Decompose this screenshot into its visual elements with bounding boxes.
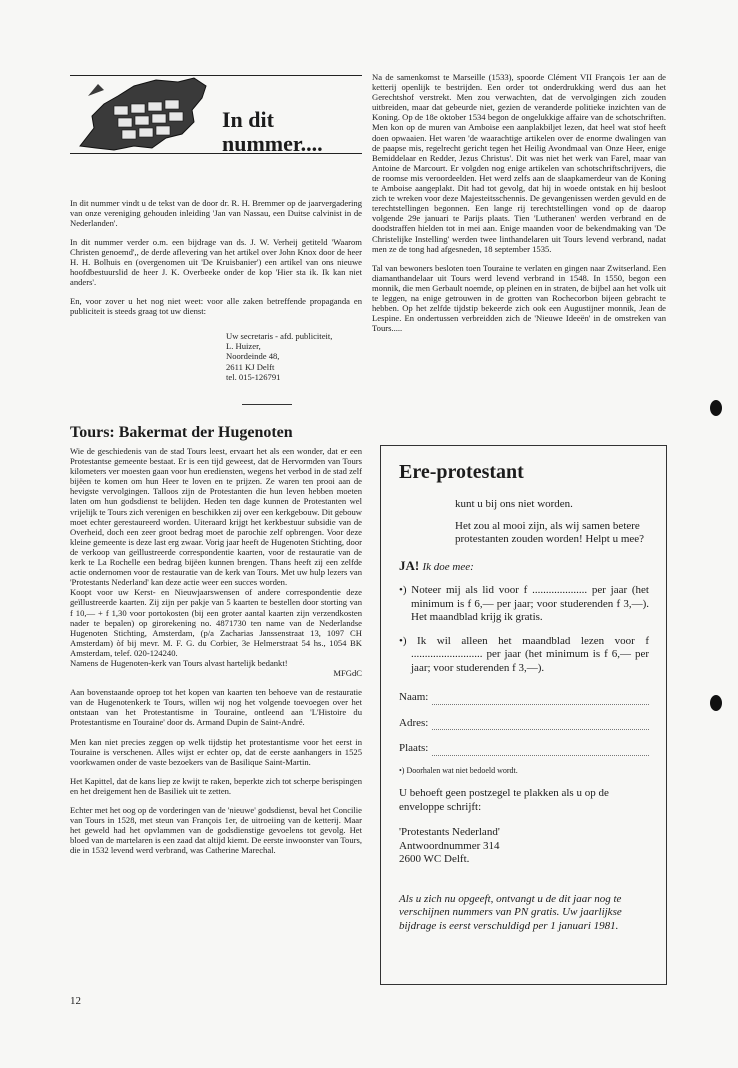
section-title-in-dit-nummer: In dit nummer.... [222,107,323,156]
intro-paragraph: In dit nummer vindt u de tekst van de door dr. R. H. Bremmer op de jaarvergadering van onze vereniging gehouden inleiding 'Jan van Nassau, een Duitse calvinist in de Nederlanden'. [70,198,362,229]
address-line: Noordeinde 48, [226,351,280,362]
intro-paragraph: En, voor zover u het nog niet weet: voor alle zaken betreffende propaganda en publiciteit is steeds graag tot uw dienst: [70,295,362,316]
address-line: L. Huizer, [226,341,261,352]
binder-hole-mark [710,695,722,711]
form-footnote: •) Doorhalen wat niet bedoeld wordt. [399,765,518,775]
article-paragraph: Na de samenkomst te Marseille (1533), spoorde Clément VII François 1er aan de ketterij openlijk te bestrijden. Een order tot onderdrukking werd dus aan het Gerechtshof verstrekt. Men zou verwachten, dat de vervolgingen zich zouden uitbreiden, maar dat gebeurde niet, gezien de veranderde politieke inzichten van de Koning. Op de 18e oktober 1534 begon de ongelukkige affaire van de schotschriften. Men kon op de muren van Amboise een aanplakbiljet lezen, dat heel wat stof heeft doen opwaaien. Het waren 'de waarachtige artikelen over de enorme dwalingen van de paapse mis, regelrecht gericht tegen het Heilig Avondmaal van Onze Heer, enige Bemiddelaar en Redder, Jezus Christus'. Dit was niet het werk van Farel, maar van Antoine de Marcourt. Er volgden nog enige artikelen van schotschriftschrijvers, die de roomse mis veroordeelden. Het werd zelfs aan de slaapkamerdeur van de Koning te Amboise aangeplakt. Dit had tot gevolg, dat hij in woede ontstak en hij besloot zich te wreken voor deze Majesteitsschennis. De gevangenissen werden gevuld en de terechtstellingen begonnen. Een lange rij terechtstellingen vond op de daarop volgende 29e januari te Parijs plaats. Tien 'Lutheranen' werden verbrand en de doodstraffen hielden tot in mei aan. Enige maanden voor de bekendmaking van 'De Christelijke Instelling' werden twee linthandelaren uit Tours levend verbrand, nadat men ze de tong had afgesneden, 18 september 1535. [372,72,666,254]
form-intro-line: kunt u bij ons niet worden. [455,498,573,510]
form-ja-heading [399,559,649,575]
netherlands-map-illustration [74,76,210,152]
place-field[interactable] [399,742,649,756]
reply-address-line: 'Protestants Nederland' [399,826,500,838]
article-paragraph: Echter met het oog op de vorderingen van de 'nieuwe' godsdienst, beval het Concilie van Tours in 1528, met steun van François 1er, de uitroeiing van de ketterij. Maar het geweld had het opvlammen van de godsdienstige gevoelens tot gevolg. Het bloed van de martelaren is een zaad dat altijd kiemt. De eerste inwoonster van Tours, die in 1532 levend werd verbrand, was Catherine Marechal. [70,805,362,856]
article-paragraph: Wie de geschiedenis van de stad Tours leest, ervaart het als een wonder, dat er een Protestantse gemeente bestaat. Er is een tijd geweest, dat de Hervormden van Tours kilometers ver moesten gaan voor hun erediensten, wegens het verbod in de stad zelf bijëen te komen om hun Heer te loven en te prijzen. Ze waren ten prooi aan de hevigste vervolgingen. Talloos zijn de Protestanten die hun leven hebben moeten laten om hun godsdienst te belijden. Heden ten dage kunnen de Protestanten wel vrijelijk te Tours zich verenigen en beschikken zij over een kerkgebouw. Dit gebouw moet echter gerestaureerd worden. Uiteraard krijgt het kerkbestuur subsidie van de Overheid, doch een zeer groot bedrag moet de parochie zelf opbrengen. Voor deze kleine gemeente is deze last erg zwaar. Vorig jaar heeft de Hugenoten Stichting, door de verkoop van geïllustreerde correspondentie kaarten, voor de restauratie van de kerk te La Rochelle een bedrag bijëen kunnen brengen. Thans heeft zij een zelfde actie ondernomen voor de restauratie van de kerk van Tours. Met uw hulp lezers van 'Protestants Nederland' kan deze actie weer een succes worden. [70,446,362,588]
form-title: Ere-protestant [399,461,524,483]
page-number: 12 [70,995,81,1007]
section-divider [242,404,292,405]
intro-paragraph: In dit nummer verder o.m. een bijdrage van ds. J. W. Verheij getiteld 'Waarom Christen genoemd',, de derde aflevering van het artikel over John Knox door de heer H. H. Bolhuis en (overgenomen uit 'De Kruisbanier') een artikel van ons nieuwe hoofdbestuurslid de heer J. K. Overbeeke onder de kop 'Hier sta ik. Ik kan niet anders'. [70,236,362,288]
article-paragraph: Aan bovenstaande oproep tot het kopen van kaarten ten behoeve van de restauratie van de Hugenotenkerk te Tours, willen wij nog het volgende toevoegen over het ontstaan van het Protestantisme in Touraine, ontleend aan 'L'Histoire du Protestantisme en Touraine' door ds. Armand Dupin de Saint-André. [70,687,362,728]
binder-hole-mark [710,400,722,416]
article-paragraph: Koopt voor uw Kerst- en Nieuwjaarswensen of andere correspondentie deze geïllustreerde kaarten. Zij zijn per pakje van 5 kaarten te bestellen door storting van f 10,— + f 1,30 voor portokosten (bij een groter aantal kaarten zijn verzendkosten nader te bepalen) op girorekening no. 4871730 ten name van de Nederlandse Hugenoten Stichting, Amsterdam, (p/a Zacharias Janssenstraat 13, 1097 CH Amsterdam) òf bij mevr. M. F. G. du Corbier, 3e Helmerstraat 54 hs., 1054 BK Amsterdam, telef. 020-124240. [70,587,362,658]
article-signature: MFGdC [333,668,362,679]
article-tours-body [70,446,362,864]
intro-text [70,198,362,324]
place-label: Plaats: [399,742,429,754]
article-paragraph: Het Kapittel, dat de kans liep ze kwijt te raken, beperkte zich tot scherpe berispingen en het dreigement hen de Basiliek uit te zetten. [70,775,362,796]
address-field[interactable] [399,717,649,731]
form-body [399,498,649,933]
reply-address-line: Antwoordnummer 314 [399,839,500,852]
form-intro-text: Het zou al mooi zijn, als wij samen betere protestanten zouden worden! Helpt u mee? [455,519,645,545]
secretary-address [226,331,332,382]
address-label: Adres: [399,716,429,729]
article-paragraph: Namens de Hugenoten-kerk van Tours alvast hartelijk bedankt! [70,657,288,668]
name-line[interactable] [432,694,649,705]
right-column-text [372,72,666,342]
article-paragraph: Men kan niet precies zeggen op welk tijdstip het protestantisme voor het eerst in Touraine is verschenen. Alles wijst er echter op, dat de eerste aanhangers in 1525 voorkwamen onder de vaste bezoekers van de Basilique Saint-Martin. [70,736,362,767]
closing-note: Als u zich nu opgeeft, ontvangt u de dit jaar nog te verschijnen nummers van PN gratis. Uw jaarlijkse bijdrage is eerst verschuldigd per 1 januari 1981. [399,892,622,932]
postage-note: U behoeft geen postzegel te plakken als u op de enveloppe schrijft: [399,787,609,813]
article-title-tours: Tours: Bakermat der Hugenoten [70,424,293,441]
name-label: Naam: [399,691,429,703]
reply-address [399,826,649,867]
place-line[interactable] [432,745,649,756]
article-paragraph: Tal van bewoners besloten toen Touraine te verlaten en gingen naar Zwitserland. Een diamanthandelaar uit Tours werd levend verbrand in 1548. In 1550, begon een monnik, die men Gerbault noemde, op pleinen en in straten, de bijbel aan het volk uit te leggen, na enige getrouwen in de grotten van Rochecorbon bijeen gebracht te hebben. Op het zelfde tijdstip bekeerde zich ook een Augustijner monnik, Jean de Lespine. En ondertussen verbreidden zich de 'Nieuwe Ideeën' in de omstreken van Tours..... [372,262,666,334]
option-magazine-only[interactable]: •) Ik wil alleen het maandblad lezen voor f .......................... per jaar (het minimum is f 6,— per jaar; voor studerenden f 3,—). [399,634,649,674]
option-member[interactable]: •) Noteer mij als lid voor f .................... per jaar (het minimum is f 6,— per jaar; voor studerenden f 3,—). Het maandblad krijg ik gratis. [399,584,649,623]
ja-label: JA! [399,557,420,573]
name-field[interactable] [399,691,649,705]
address-line: Uw secretaris - afd. publiciteit, [226,331,333,341]
reply-address-line: 2600 WC Delft. [399,853,470,865]
membership-form-box [380,445,667,985]
address-line: tel. 015-126791 [226,371,281,382]
address-line-input[interactable] [432,719,649,730]
ja-subtitle: Ik doe mee: [422,560,474,573]
address-line: 2611 KJ Delft [226,361,275,372]
